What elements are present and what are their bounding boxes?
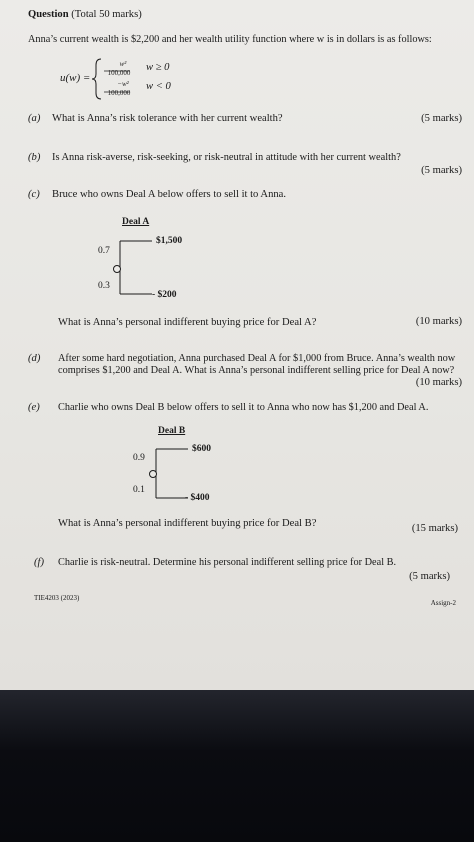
- part-c-marks: (10 marks): [415, 316, 462, 327]
- part-f-text: Charlie is risk-neutral. Determine his personal indifferent selling price for Deal B.: [58, 557, 397, 568]
- deal-b-value-down: - $400: [185, 493, 210, 503]
- part-a-label: (a): [28, 113, 41, 124]
- deal-b-value-up: $600: [192, 444, 211, 454]
- deal-a-value-up: $1,500: [156, 236, 183, 246]
- case2-numerator: −w²: [117, 80, 129, 88]
- deal-a-value-down: - $200: [152, 290, 177, 300]
- case1-condition: w ≥ 0: [146, 62, 170, 73]
- part-e-label: (e): [28, 402, 40, 413]
- deal-a-prob-up: 0.7: [98, 246, 110, 256]
- part-b-text: Is Anna risk-averse, risk-seeking, or risk-neutral in attitude with her current wealth?: [52, 152, 401, 163]
- part-f-marks: (5 marks): [409, 571, 450, 582]
- question-heading: [28, 8, 142, 21]
- deal-b-title: Deal B: [158, 426, 186, 436]
- part-c-label: (c): [28, 189, 40, 200]
- deal-b-prob-down: 0.1: [133, 485, 145, 495]
- part-e-question: What is Anna’s personal indifferent buying price for Deal B?: [58, 518, 317, 529]
- footer-assignment: Assign-2: [430, 599, 456, 607]
- part-e-text: Charlie who owns Deal B below offers to sell it to Anna who now has $1,200 and Deal A.: [58, 402, 429, 413]
- part-a-text: What is Anna’s risk tolerance with her current wealth?: [52, 113, 283, 124]
- case1-denominator: 100,000: [107, 69, 131, 77]
- part-c-text: Bruce who owns Deal A below offers to sell it to Anna.: [52, 189, 287, 200]
- deal-a-title: Deal A: [122, 217, 150, 227]
- question-heading-rest: (Total 50 marks): [68, 9, 142, 20]
- footer-course-code: TIE4203 (2023): [34, 594, 80, 602]
- part-d-label: (d): [28, 353, 41, 364]
- part-b-marks: (5 marks): [421, 165, 462, 176]
- utility-lhs: u(w) =: [60, 72, 91, 84]
- deal-a-prob-down: 0.3: [98, 281, 110, 291]
- part-f-label: (f): [34, 557, 44, 568]
- part-d-marks: (10 marks): [415, 377, 462, 388]
- part-e-marks: (15 marks): [411, 523, 458, 534]
- question-intro: Anna’s current wealth is $2,200 and her wealth utility function where w is in dollars is as follows:: [28, 34, 432, 45]
- part-c-question: What is Anna’s personal indifferent buying price for Deal A?: [58, 317, 317, 328]
- dark-background: [0, 690, 474, 842]
- part-d-line2: comprises $1,200 and Deal A. What is Anna’s personal indifferent selling price for Deal A now?: [58, 365, 455, 376]
- case2-condition: w < 0: [146, 81, 171, 92]
- case1-numerator: w²: [119, 60, 127, 68]
- case2-denominator: 100,000: [107, 89, 131, 97]
- deal-b-prob-up: 0.9: [133, 453, 145, 463]
- part-d-line1: After some hard negotiation, Anna purchased Deal A for $1,000 from Bruce. Anna’s wealth now: [58, 353, 456, 364]
- part-a-marks: (5 marks): [421, 113, 462, 124]
- part-b-label: (b): [28, 152, 41, 163]
- question-heading-bold: Question: [28, 9, 69, 20]
